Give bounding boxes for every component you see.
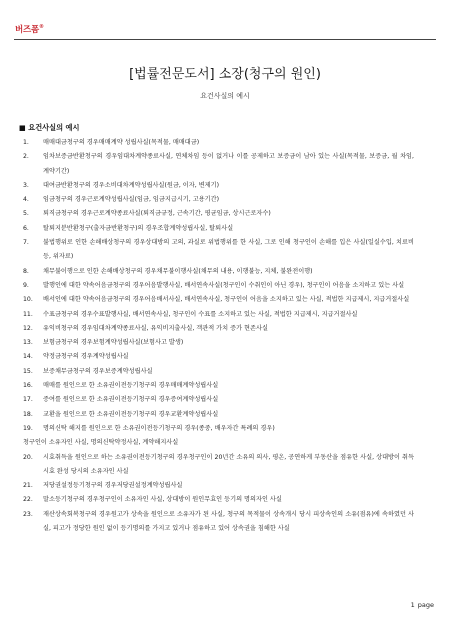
item-number: 20. bbox=[23, 453, 33, 461]
item-number: 16. bbox=[23, 382, 33, 390]
page-number bbox=[411, 601, 434, 609]
list-item bbox=[23, 207, 414, 221]
item-number: 7. bbox=[23, 239, 29, 247]
item-number: 23. bbox=[23, 510, 33, 518]
list-item bbox=[23, 308, 414, 322]
list-item bbox=[23, 451, 414, 480]
item-number: 3. bbox=[23, 181, 29, 189]
list-item bbox=[23, 179, 414, 193]
list-item bbox=[23, 236, 414, 265]
item-text: 보험금청구의 경우보험계약성립사실(보험사고 발생) bbox=[43, 339, 184, 347]
item-text: 저당권설정등기청구의 경우저당권설정계약성립사실 bbox=[43, 482, 183, 490]
item-number: 10. bbox=[23, 296, 33, 304]
item-text: 불법행위로 인한 손해배상청구의 경우상대방의 고의, 과실로 위법행위를 한 사실, 그로 인해 청구인이 손해를 입은 사실(일실수입, 치료비등, 위자료) bbox=[43, 239, 414, 261]
brand-logo bbox=[15, 23, 44, 35]
list-item bbox=[23, 493, 414, 507]
item-number: 12. bbox=[23, 324, 33, 332]
item-number: 4. bbox=[23, 196, 29, 204]
item-number: 13. bbox=[23, 339, 33, 347]
item-number: 5. bbox=[23, 210, 29, 218]
item-text: 매매대금청구의 경우매매계약 성립사실(목적물, 매매대금) bbox=[43, 139, 200, 146]
brand-logo-text: 버즈폼 bbox=[15, 25, 40, 35]
list-item bbox=[23, 193, 414, 207]
list-item bbox=[23, 365, 414, 379]
item-text: 배서인에 대한 약속어음금청구의 경우어음배서사실, 배서연속사실, 청구인이 어음을 소지하고 있는 사실, 적법한 지급제시, 지급거절사실 bbox=[43, 296, 410, 304]
item-number: 11. bbox=[23, 310, 33, 318]
document-title: [법률전문도서] 소장(청구의 원인) bbox=[129, 67, 321, 82]
item-number: 9. bbox=[23, 281, 29, 289]
list-item bbox=[23, 293, 414, 307]
item-text: 채무불이행으로 인한 손해배상청구의 경우채무불이행사실(채무의 내용, 이행불능, 지체, 불완전이행) bbox=[43, 267, 313, 275]
list-item bbox=[23, 422, 414, 436]
item-number: 21. bbox=[23, 482, 33, 490]
item-number: 2. bbox=[23, 153, 29, 161]
list-item bbox=[23, 508, 414, 537]
requirement-list bbox=[23, 136, 414, 536]
list-item-continuation bbox=[23, 436, 414, 450]
list-item bbox=[23, 265, 414, 279]
item-text: 대여금반환청구의 경우소비대차계약성립사실(원금, 이자, 변제기) bbox=[43, 181, 220, 189]
item-text: 발행인에 대한 약속어음금청구의 경우어음발행사실, 배서연속사실(청구인이 수취인이 아닌 경우), 청구인이 어음을 소지하고 있는 사실 bbox=[43, 281, 405, 289]
item-number: 1. bbox=[23, 139, 29, 146]
header-divider bbox=[14, 39, 436, 40]
item-text: 매매를 원인으로 한 소유권이전등기청구의 경우매매계약성립사실 bbox=[43, 382, 219, 390]
list-item bbox=[23, 393, 414, 407]
item-text: 시효취득을 원인으로 하는 소유권이전등기청구의 경우청구인이 20년간 소유의 의사, 평온, 공연하게 부동산을 점유한 사실, 상대방이 취득시효 완성 당시의 소유자인 사실 bbox=[43, 453, 414, 475]
item-text: 약정금청구의 경우계약성립사실 bbox=[43, 353, 129, 361]
list-item bbox=[23, 136, 414, 150]
registered-mark: ® bbox=[39, 24, 44, 31]
item-number: 22. bbox=[23, 496, 33, 504]
item-number: 15. bbox=[23, 367, 33, 375]
item-text: 증여를 원인으로 한 소유권이전등기청구의 경우증여계약성립사실 bbox=[43, 396, 219, 404]
list-item bbox=[23, 408, 414, 422]
list-item bbox=[23, 279, 414, 293]
item-number: 17. bbox=[23, 396, 33, 404]
item-text: 임차보증금반환청구의 경우임대차계약종료사실, 연체차임 등이 없거나 이를 공제하고 보증금이 남아 있는 사실(목적물, 보증금, 월 차임, 계약기간) bbox=[43, 153, 414, 175]
item-text: 수표금청구의 경우수표발행사실, 배서연속사실, 청구인이 수표를 소지하고 있는 사실, 적법한 지급제시, 지급거절사실 bbox=[43, 310, 358, 318]
item-text: 청구인이 소유자인 사실, 명의신탁약정사실, 계약해지사실 bbox=[23, 439, 179, 447]
list-item bbox=[23, 336, 414, 350]
list-item bbox=[23, 322, 414, 336]
list-item bbox=[23, 222, 414, 236]
list-item bbox=[23, 350, 414, 364]
item-text: 재산상속회복청구의 경우원고가 상속을 원인으로 소유자가 된 사실, 청구의 목적물이 상속개시 당시 피상속인의 소유(점유)에 속하였던 사실, 피고가 정당한 원인 없이 등기명의를 가지고 있거나 점유하고 있어 상속권을 침해한 사실 bbox=[43, 510, 414, 533]
item-text: 탈퇴지분반환청구(출자금반환청구)의 경우조합계약성립사실, 탈퇴사실 bbox=[43, 224, 234, 232]
section-heading: ■ 요건사실의 예시 bbox=[19, 123, 80, 132]
list-item bbox=[23, 479, 414, 493]
document-subtitle: 요건사실의 예시 bbox=[200, 92, 250, 100]
item-text: 명의신탁 해지를 원인으로 한 소유권이전등기청구의 경우(종중, 배우자간 특례의 경우) bbox=[43, 424, 275, 432]
item-number: 14. bbox=[23, 353, 33, 361]
item-text: 퇴직금청구의 경우근로계약종료사실(퇴직금규정, 근속기간, 평균임금, 상시근로자수) bbox=[43, 210, 271, 218]
item-text: 임금청구의 경우근로계약성립사실(임금, 임금지급시기, 고용기간) bbox=[43, 196, 220, 204]
item-text: 유익비청구의 경우임대차계약종료사실, 유익비지출사실, 객관적 가치 증가 현존사실 bbox=[43, 324, 268, 332]
item-number: 6. bbox=[23, 224, 29, 232]
item-text: 말소등기청구의 경우청구인이 소유자인 사실, 상대방이 원인무효인 등기의 명의자인 사실 bbox=[43, 496, 282, 504]
item-number: 18. bbox=[23, 410, 33, 418]
item-number: 19. bbox=[23, 424, 33, 432]
page-label: page bbox=[417, 601, 434, 609]
list-item bbox=[23, 379, 414, 393]
item-text: 교환을 원인으로 한 소유권이전등기청구의 경우교환계약성립사실 bbox=[43, 410, 219, 418]
item-number: 8. bbox=[23, 267, 29, 275]
item-text: 보증채무금청구의 경우보증계약성립사실 bbox=[43, 367, 153, 375]
list-item bbox=[23, 150, 414, 179]
page-number-value: 1 bbox=[410, 601, 415, 609]
